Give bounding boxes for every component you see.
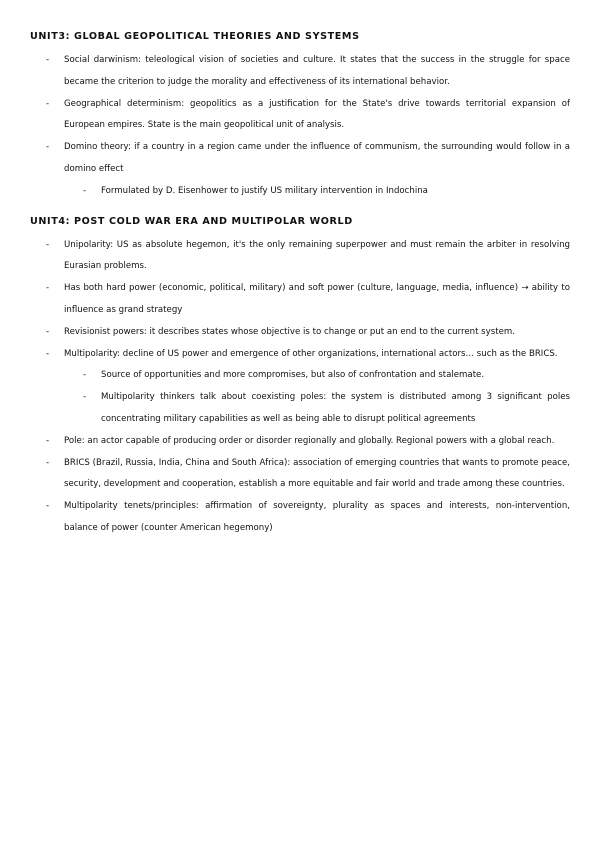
unit3-sublist xyxy=(30,181,570,203)
unit3-list xyxy=(30,50,570,181)
list-item-brics: - BRICS (Brazil, Russia, India, China and South Africa): association of emerging countries that wants to promote peace, security, development and cooperation, establish a more equitable and fair world and trade among these countries. xyxy=(30,453,570,497)
unit4-list-a xyxy=(30,235,570,366)
sub-item-coexisting-poles: - Multipolarity thinkers talk about coexisting poles: the system is distributed among 3 significant poles concentrating military capabilities as well as being able to disrupt political agreements xyxy=(30,387,570,431)
unit4-heading: UNIT4: POST COLD WAR ERA AND MULTIPOLAR WORLD xyxy=(30,215,353,227)
sub-item-eisenhower: - Formulated by D. Eisenhower to justify US military intervention in Indochina xyxy=(30,181,570,203)
sub-item-opportunities: - Source of opportunities and more compromises, but also of confrontation and stalemate. xyxy=(30,365,570,387)
unit3-section xyxy=(30,30,570,203)
list-item-revisionist-powers: - Revisionist powers: it describes states whose objective is to change or put an end to the current system. xyxy=(30,322,570,344)
list-item-multipolarity: - Multipolarity: decline of US power and emergence of other organizations, international actors… such as the BRICS. xyxy=(30,344,570,366)
unit4-list-b xyxy=(30,431,570,540)
unit4-section xyxy=(30,215,570,540)
list-item-geographical-determinism: - Geographical determinism: geopolitics as a justification for the State's drive towards territorial expansion of European empires. State is the main geopolitical unit of analysis. xyxy=(30,94,570,138)
list-item-pole: - Pole: an actor capable of producing order or disorder regionally and globally. Regional powers with a global reach. xyxy=(30,431,570,453)
list-item-social-darwinism: - Social darwinism: teleological vision of societies and culture. It states that the success in the struggle for space became the criterion to judge the morality and effectiveness of its international behavior. xyxy=(30,50,570,94)
unit4-sublist xyxy=(30,365,570,430)
list-item-unipolarity: - Unipolarity: US as absolute hegemon, it's the only remaining superpower and must remain the arbiter in resolving Eurasian problems. xyxy=(30,235,570,279)
list-item-domino-theory: - Domino theory: if a country in a region came under the influence of communism, the surrounding would follow in a domino effect xyxy=(30,137,570,181)
unit3-heading: UNIT3: GLOBAL GEOPOLITICAL THEORIES AND SYSTEMS xyxy=(30,31,360,42)
list-item-hard-soft-power: - Has both hard power (economic, political, military) and soft power (culture, language, media, influence) → ability to influence as grand strategy xyxy=(30,278,570,322)
list-item-multipolarity-tenets: - Multipolarity tenets/principles: affirmation of sovereignty, plurality as spaces and interests, non-intervention, balance of power (counter American hegemony) xyxy=(30,496,570,540)
